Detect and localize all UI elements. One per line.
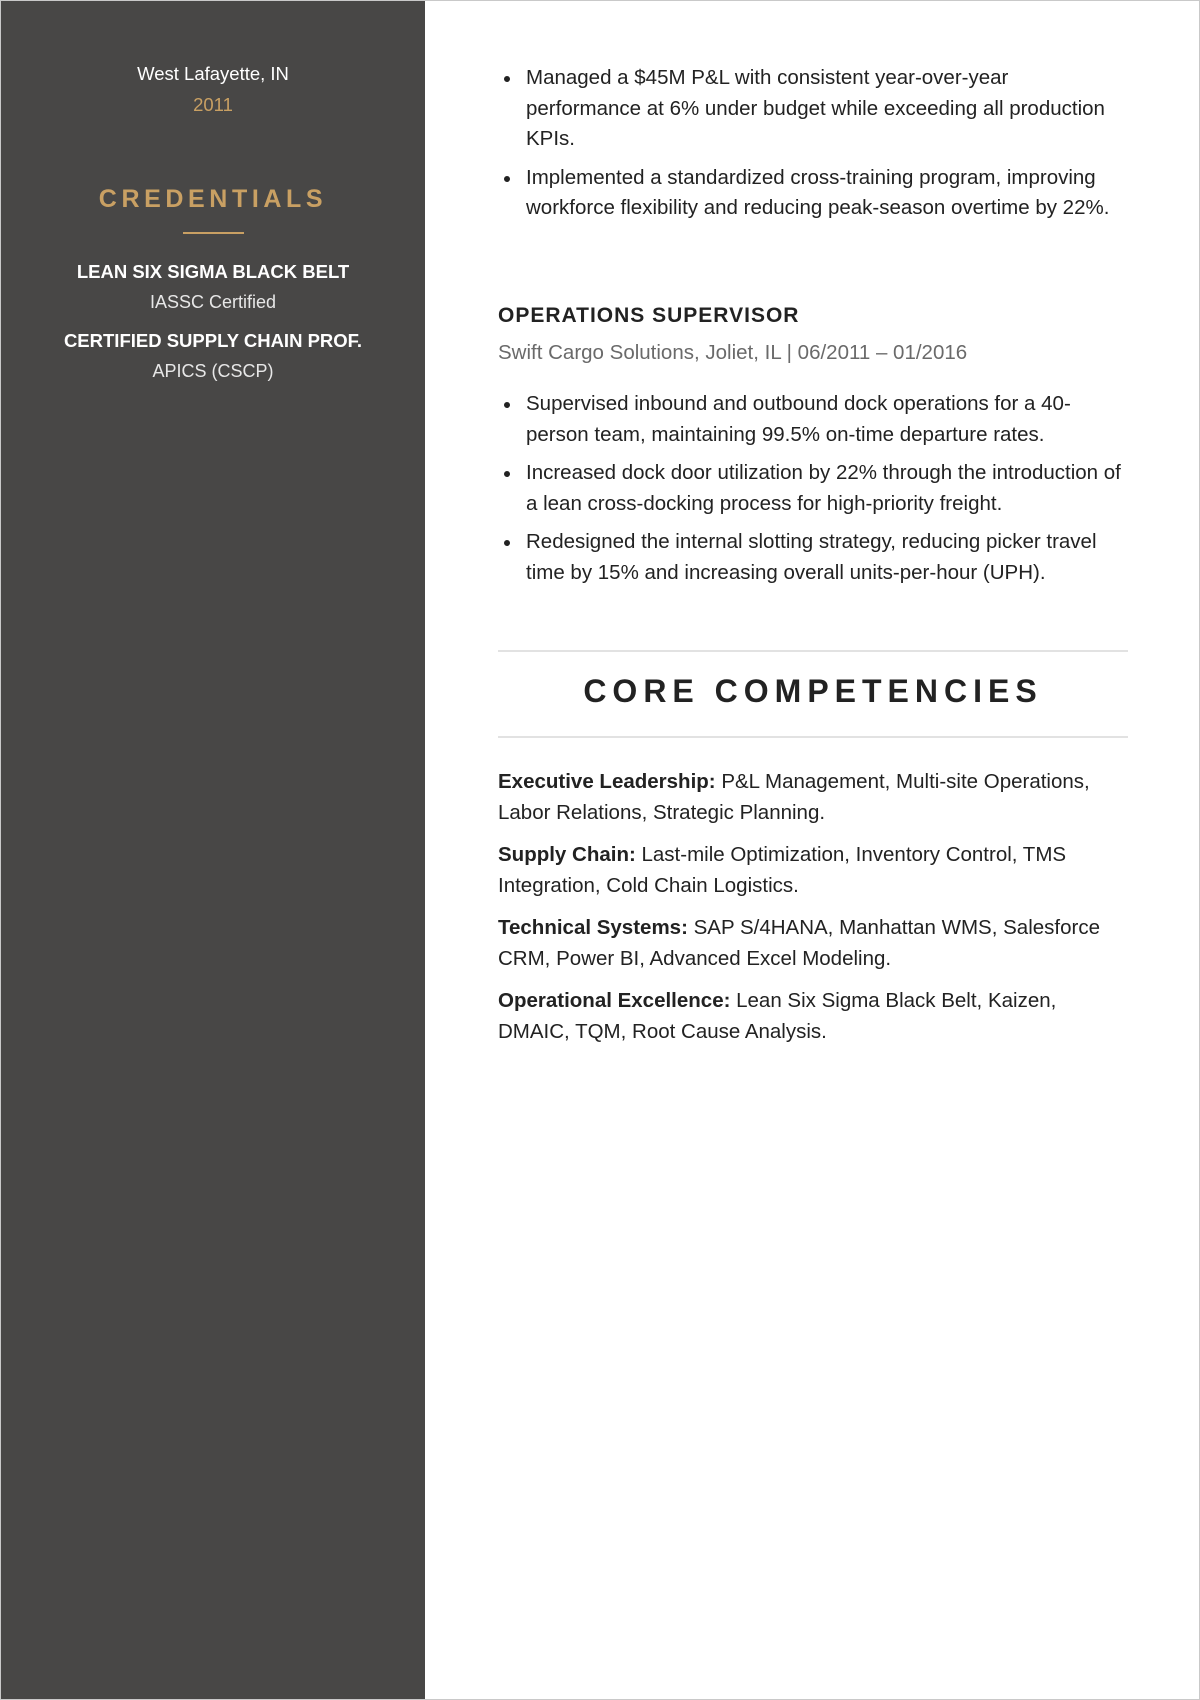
bullet-text: Increased dock door utilization by 22% through the introduction of a lean cross-docking process for high-priority freight. [526,461,1121,515]
bullet-item [498,527,1128,588]
bullet-item [498,389,1128,450]
bullet-text: Implemented a standardized cross-training program, improving workforce flexibility and reducing peak-season overtime by 22%. [526,165,1110,219]
bullet-text: Redesigned the internal slotting strategy, reducing picker travel time by 15% and increasing overall units-per-hour (UPH). [526,530,1097,584]
education-location: West Lafayette, IN [137,63,289,84]
credential-title: LEAN SIX SIGMA BLACK BELT [76,261,350,282]
credential-title: CERTIFIED SUPPLY CHAIN PROF. [63,330,363,351]
job-meta: Swift Cargo Solutions, Joliet, IL | 06/2011 – 01/2016 [498,341,968,364]
competency-item [498,986,1128,1047]
bullet-item [498,163,1128,224]
competency-text: P&L Management, Multi-site Operations, Labor Relations, Strategic Planning. [498,770,1090,824]
competency-item [498,767,1128,828]
competency-label: Executive Leadership: [498,770,716,793]
section-divider-top [498,650,1128,652]
section-divider-bottom [498,736,1128,738]
bullet-dot-icon [504,540,510,546]
core-competencies-list [498,767,1128,1059]
core-competencies-heading: CORE COMPETENCIES [583,673,1043,709]
education-year: 2011 [193,94,233,115]
competency-text: SAP S/4HANA, Manhattan WMS, Salesforce CRM, Power BI, Advanced Excel Modeling. [498,916,1100,970]
credentials-divider [183,232,244,234]
credential-issuer: APICS (CSCP) [152,361,274,381]
credentials-heading: CREDENTIALS [98,185,328,213]
credentials-list [1,259,425,397]
bullet-dot-icon [504,471,510,477]
competency-item [498,840,1128,901]
job-bullets [498,389,1128,596]
bullet-item [498,63,1128,155]
credential-item [1,328,425,384]
bullet-text: Supervised inbound and outbound dock operations for a 40-person team, maintaining 99.5% on-time departure rates. [526,392,1071,446]
previous-role-bullets [498,63,1128,232]
competency-item [498,913,1128,974]
job-title: OPERATIONS SUPERVISOR [498,304,800,327]
main-content [498,1,1128,1700]
bullet-dot-icon [504,76,510,82]
competency-text: Last-mile Optimization, Inventory Control, TMS Integration, Cold Chain Logistics. [498,843,1067,897]
sidebar [1,1,425,1700]
bullet-dot-icon [504,402,510,408]
credential-item [1,259,425,315]
bullet-text: Managed a $45M P&L with consistent year-over-year performance at 6% under budget while exceeding all production KPIs. [526,66,1105,150]
competency-label: Technical Systems: [498,916,688,939]
competency-label: Supply Chain: [498,843,636,866]
bullet-item [498,458,1128,519]
bullet-dot-icon [504,176,510,182]
competency-text: Lean Six Sigma Black Belt, Kaizen, DMAIC, TQM, Root Cause Analysis. [498,989,1057,1043]
competency-label: Operational Excellence: [498,989,731,1012]
credential-issuer: IASSC Certified [149,292,277,312]
